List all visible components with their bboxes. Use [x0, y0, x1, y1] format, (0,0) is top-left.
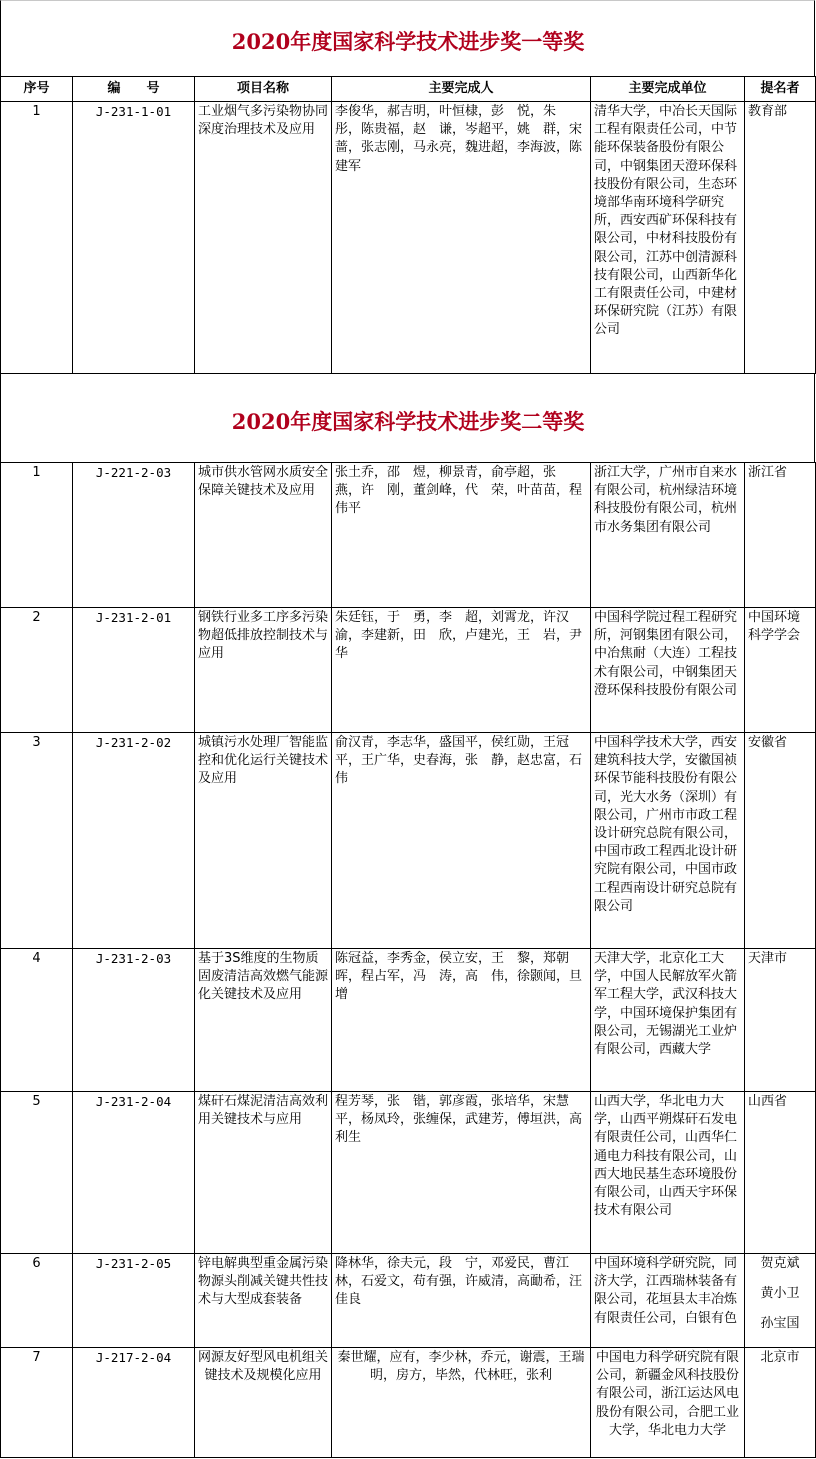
row-no: 2 [1, 608, 73, 733]
row-units-text: 中国环境科学研究院，同济大学，江西瑞林装备有限公司，花垣县太丰冶炼有限责任公司，白银有色 [594, 1256, 738, 1326]
row-project: 城镇污水处理厂智能监控和优化运行关键技术及应用 [195, 733, 332, 949]
nominator-3: 孙宝国 [760, 1316, 800, 1331]
row-no: 1 [1, 463, 73, 608]
row-code: J-217-2-04 [73, 1348, 195, 1458]
row-units: 浙江大学，广州市自来水有限公司，杭州绿洁环境科技股份有限公司，杭州市水务集团有限公司 [591, 463, 745, 608]
nominator-1: 贺克斌 [760, 1256, 800, 1271]
row-project: 煤矸石煤泥清洁高效利用关键技术与应用 [195, 1092, 332, 1254]
row-persons: 李俊华，郝吉明，叶恒棣，彭 悦，朱 彤，陈贵福，赵 谦，岑超平，姚 群，宋 蔷，张志刚，马永亮，魏进超，李海波，陈建军 [332, 102, 591, 374]
row-nominator: 天津市 [745, 949, 816, 1092]
header-units: 主要完成单位 [591, 77, 745, 102]
row-project: 钢铁行业多工序多污染物超低排放控制技术与应用 [195, 608, 332, 733]
row-code: J-221-2-03 [73, 463, 195, 608]
row-persons: 降林华，徐夫元，段 宁，邓爱民，曹江林，石爱文，苟有强，许威清，高勔希，汪佳良 [332, 1254, 591, 1348]
row-units: 清华大学，中冶长天国际工程有限责任公司，中节能环保装备股份有限公司，中钢集团天澄环保科技股份有限公司，生态环境部华南环境科学研究所，西安西矿环保科技有限公司，中材科技股份有限公司，江苏中创清源科技有限公司，山西新华化工有限责任公司，中建材环保研究院（江苏）有限公司 [591, 102, 745, 374]
award-table-second-class [0, 462, 816, 1458]
header-no: 序号 [1, 77, 73, 102]
row-no: 1 [1, 102, 73, 374]
row-project: 工业烟气多污染物协同深度治理技术及应用 [195, 102, 332, 374]
table-row [1, 608, 816, 733]
header-project: 项目名称 [195, 77, 332, 102]
table-row [1, 733, 816, 949]
header-nominator: 提名者 [745, 77, 816, 102]
row-nominator: 教育部 [745, 102, 816, 374]
row-code: J-231-2-05 [73, 1254, 195, 1348]
row-persons: 张土乔，邵 煜，柳景青，俞亭超，张 燕，许 刚，董剑峰，代 荣，叶苗苗，程伟平 [332, 463, 591, 608]
row-no: 3 [1, 733, 73, 949]
row-project: 锌电解典型重金属污染物源头削减关键共性技术与大型成套装备 [195, 1254, 332, 1348]
table-header-row [1, 77, 816, 102]
row-no: 4 [1, 949, 73, 1092]
row-nominator: 安徽省 [745, 733, 816, 949]
row-nominator: 北京市 [745, 1348, 816, 1458]
row-code: J-231-2-04 [73, 1092, 195, 1254]
row-persons: 程芳琴，张 锴，郭彦霞，张培华，宋慧平，杨凤玲，张缠保，武建芳，傅垣洪，高利生 [332, 1092, 591, 1254]
row-project: 网源友好型风电机组关键技术及规模化应用 [195, 1348, 332, 1458]
table-row [1, 1348, 816, 1458]
table-row [1, 1254, 816, 1348]
row-units: 天津大学，北京化工大学，中国人民解放军火箭军工程大学，武汉科技大学，中国环境保护集团有限公司，无锡湖光工业炉有限公司，西藏大学 [591, 949, 745, 1092]
row-code: J-231-2-02 [73, 733, 195, 949]
table-row [1, 1092, 816, 1254]
row-project: 城市供水管网水质安全保障关键技术及应用 [195, 463, 332, 608]
row-no: 7 [1, 1348, 73, 1458]
nominator-2: 黄小卫 [760, 1286, 800, 1301]
award-table-first-class [0, 76, 816, 374]
row-no: 5 [1, 1092, 73, 1254]
row-code: J-231-2-01 [73, 608, 195, 733]
header-code: 编 号 [73, 77, 195, 102]
row-persons: 陈冠益，李秀金，侯立安，王 黎，郑朝晖，程占军，冯 涛，高 伟，徐颢闻，旦 增 [332, 949, 591, 1092]
row-code: J-231-1-01 [73, 102, 195, 374]
row-units: 山西大学，华北电力大学，山西平朔煤矸石发电有限责任公司，山西华仁通电力科技有限公司，山西大地民基生态环境股份有限公司，山西天宇环保技术有限公司 [591, 1092, 745, 1254]
table-row [1, 949, 816, 1092]
row-project: 基于3S维度的生物质固废清洁高效燃气能源化关键技术及应用 [195, 949, 332, 1092]
row-persons: 俞汉青，李志华，盛国平，侯红勋，王冠平，王广华，史春海，张 静，赵忠富，石 伟 [332, 733, 591, 949]
row-nominator: 中国环境科学学会 [745, 608, 816, 733]
table-row [1, 463, 816, 608]
row-units: 中国科学技术大学，西安建筑科技大学，安徽国祯环保节能科技股份有限公司，光大水务（深圳）有限公司，广州市市政工程设计研究总院有限公司，中国市政工程西北设计研究院有限公司，中国市政工程西南设计研究总院有限公司 [591, 733, 745, 949]
section1-title: 2020年度国家科学技术进步奖一等奖 [231, 29, 585, 54]
row-units [591, 1254, 745, 1348]
row-nominator: 浙江省 [745, 463, 816, 608]
row-nominator [745, 1254, 816, 1348]
row-nominator: 山西省 [745, 1092, 816, 1254]
row-units: 中国电力科学研究院有限公司，新疆金风科技股份有限公司，浙江运达风电股份有限公司，合肥工业大学，华北电力大学 [591, 1348, 745, 1458]
table-row [1, 102, 816, 374]
row-persons: 秦世耀，应有，李少林，乔元，谢震，王瑞明，房方，毕然，代林旺，张利 [332, 1348, 591, 1458]
row-no: 6 [1, 1254, 73, 1348]
row-persons: 朱廷钰，于 勇，李 超，刘霄龙，许汉渝，李建新，田 欣，卢建光，王 岩，尹 华 [332, 608, 591, 733]
header-persons: 主要完成人 [332, 77, 591, 102]
row-units: 中国科学院过程工程研究所，河钢集团有限公司，中冶焦耐（大连）工程技术有限公司，中钢集团天澄环保科技股份有限公司 [591, 608, 745, 733]
row-code: J-231-2-03 [73, 949, 195, 1092]
section2-title: 2020年度国家科学技术进步奖二等奖 [231, 409, 585, 434]
